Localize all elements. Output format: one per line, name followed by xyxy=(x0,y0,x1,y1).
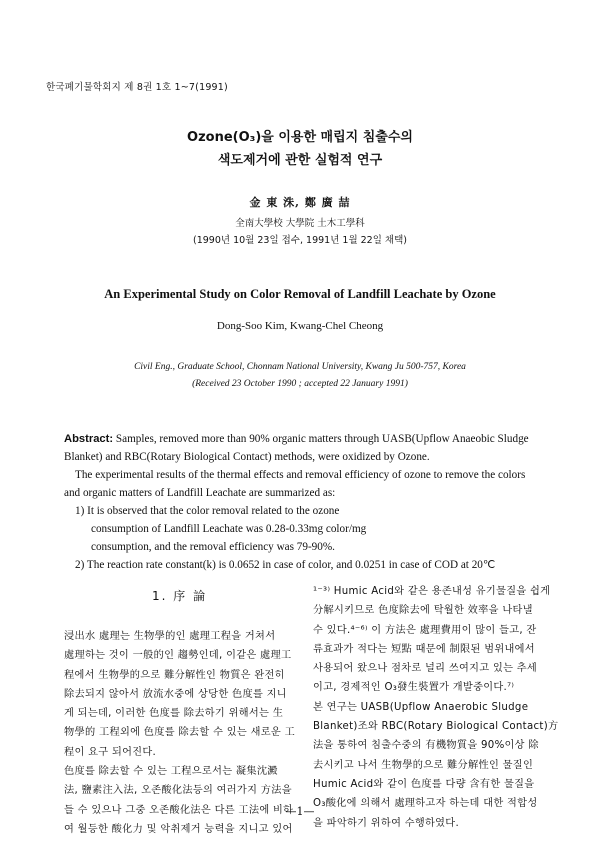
korean-dates: (1990년 10월 23일 접수, 1991년 1월 22일 채택) xyxy=(192,235,407,246)
left-line: 處理하는 것이 一般的인 趨勢인데, 이같은 處理工 xyxy=(64,650,292,662)
right-line: 을 파악하기 위하여 수행하였다. xyxy=(313,817,459,829)
korean-authors: 金 東 洙, 鄭 廣 喆 xyxy=(249,196,351,209)
page-number: —1— xyxy=(285,805,315,818)
right-line: 사용되어 왔으나 점차로 널리 쓰여지고 있는 추세 xyxy=(313,663,538,675)
english-authors: Dong-Soo Kim, Kwang-Chel Cheong xyxy=(216,320,384,332)
right-column xyxy=(313,582,561,833)
journal-header: 한국폐기물학회지 제 8권 1호 1~7(1991) xyxy=(46,82,228,93)
section-heading: 1. 序 論 xyxy=(152,589,208,603)
abstract-line4: and organic matters of Landfill Leachate are summarized as: xyxy=(64,487,336,499)
right-line: 이고, 경제적인 O₃發生裝置가 개발중이다.⁷⁾ xyxy=(313,682,515,694)
korean-affiliation: 全南大學校 大學院 土木工學科 xyxy=(235,218,365,229)
right-line: O₃酸化에 의해서 處理하고자 하는데 대한 적합성 xyxy=(313,798,538,810)
left-line: 여 월등한 酸化力 및 악취제거 능력을 지니고 있어 xyxy=(64,823,293,835)
right-line: 去시키고 나서 生物學的으로 難分解性인 물질인 xyxy=(313,759,534,771)
left-line: 程이 요구 되어진다. xyxy=(64,746,157,758)
left-line: 法, 鹽素注入法, 오존酸化法등의 여러가지 方法을 xyxy=(64,785,292,797)
right-line: 수 있다.⁴⁻⁶⁾ 이 方法은 處理費用이 많이 들고, 잔 xyxy=(313,624,537,636)
left-line: 程에서 生物學的으로 難分解性인 物質은 완전히 xyxy=(64,669,285,681)
english-affiliation: Civil Eng., Graduate School, Chonnam National University, Kwang Ju 500-757, Korea xyxy=(134,362,466,372)
korean-title-line1: Ozone(O₃)을 이용한 매립지 침출수의 xyxy=(187,130,413,145)
right-line: Humic Acid와 같이 色度를 다량 含有한 물질을 xyxy=(313,778,535,790)
right-line: 分解시키므로 色度除去에 탁월한 效率을 나타낼 xyxy=(313,605,533,617)
right-line: 류효과가 적다는 短點 때문에 制限된 범위내에서 xyxy=(313,643,535,655)
abstract-block xyxy=(64,430,550,574)
right-line: 法을 통하여 침출수중의 有機物質을 90%이상 除 xyxy=(313,740,539,752)
abstract-item1-line2: consumption of Landfill Leachate was 0.28-0.33mg color/mg xyxy=(91,523,367,535)
abstract-item1-line3: consumption, and the removal efficiency was 79-90%. xyxy=(91,541,335,553)
right-line: 본 연구는 UASB(Upflow Anaerobic Sludge xyxy=(313,701,529,713)
left-line: 들 수 있으나 그중 오존酸化法은 다른 工法에 비하 xyxy=(64,804,294,816)
abstract-line3: The experimental results of the thermal effects and removal efficiency of ozone to remove the colors xyxy=(75,469,526,481)
abstract-label: Abstract: xyxy=(64,433,114,445)
left-line: 浸出水 處理는 生物學的인 處理工程을 거쳐서 xyxy=(64,631,276,642)
left-line: 게 되는데, 이러한 色度를 除去하기 위해서는 生 xyxy=(64,708,284,720)
abstract-line1 xyxy=(64,430,550,448)
abstract-line1-text: Samples, removed more than 90% organic matters through UASB(Upflow Anaeobic Sludge xyxy=(113,433,529,445)
korean-title-line2: 색도제거에 관한 실험적 연구 xyxy=(217,153,383,168)
abstract-line2: Blanket) and RBC(Rotary Biological Contact) methods, were oxidized by Ozone. xyxy=(64,451,430,463)
english-title: An Experimental Study on Color Removal of Landfill Leachate by Ozone xyxy=(104,287,496,301)
abstract-item2: 2) The reaction rate constant(k) is 0.0652 in case of color, and 0.0251 in case of COD at 20℃ xyxy=(75,559,496,571)
left-line: 色度를 除去할 수 있는 工程으로서는 凝集沈澱 xyxy=(64,766,278,778)
right-line: Blanket)조와 RBC(Rotary Biological Contact)方 xyxy=(313,721,559,733)
right-line: ¹⁻³⁾ Humic Acid와 같은 용존내성 유기물질을 쉽게 xyxy=(313,586,551,597)
left-line: 除去되지 않아서 放流水중에 상당한 色度를 지니 xyxy=(64,688,287,700)
abstract-item1-line1: 1) It is observed that the color removal related to the ozone xyxy=(75,505,340,517)
left-line: 物學的 工程외에 色度를 除去할 수 있는 새로운 工 xyxy=(64,727,296,739)
english-dates: (Received 23 October 1990 ; accepted 22 January 1991) xyxy=(192,379,408,389)
